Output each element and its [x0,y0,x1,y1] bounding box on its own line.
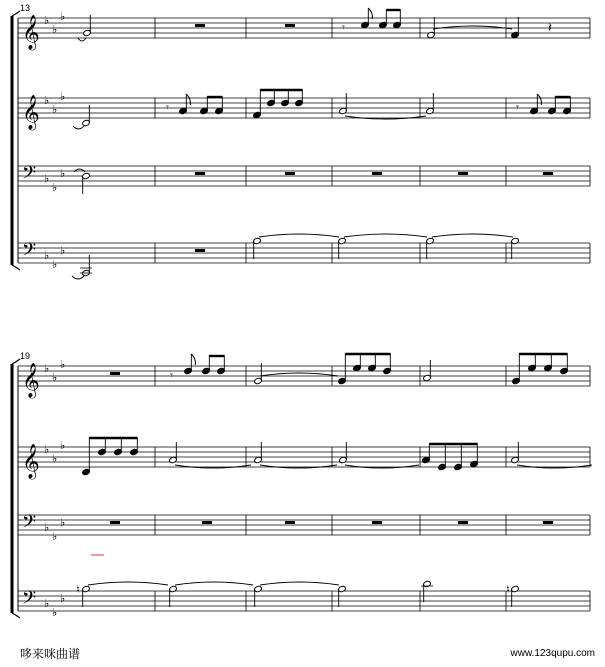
tie [259,234,339,237]
flat-sign: ♭ [60,439,66,452]
flat-sign: ♭ [60,10,66,23]
bass-clef-icon: 𝄢 [22,163,37,188]
flat-sign: ♭ [52,181,58,194]
flat-sign: ♭ [60,244,66,257]
bass-clef-icon: 𝄢 [22,588,37,613]
flat-sign: ♭ [44,94,50,107]
flat-sign: ♭ [60,90,66,103]
measure-rest [285,172,295,175]
measure-rest [285,24,295,27]
tie [78,38,86,41]
flat-sign: ♭ [60,358,66,371]
measure-number-13: 13 [20,3,31,13]
measure-rest [195,24,205,27]
tie [345,465,419,468]
tie [72,276,84,279]
quarter-rest: 𝄽 [548,21,552,36]
measure-rest [195,249,205,252]
measure-rest [372,172,382,175]
treble-clef-icon: 𝄞 [22,95,40,130]
flat-sign: ♭ [44,597,50,610]
footer-site-name: 哆来咪曲谱 [20,647,81,661]
tie [88,582,168,585]
tie [433,26,512,29]
measure-rest [458,172,468,175]
measure-rest [458,521,468,524]
measure-rest [202,521,212,524]
treble-clef-icon: 𝄞 [22,363,40,398]
flat-sign: ♭ [52,23,58,36]
tie [175,582,253,585]
flat-sign: ♭ [52,371,58,384]
eighth-rest: 𝄾 [342,21,345,34]
tie [517,465,592,468]
measure-rest [543,521,553,524]
tie [344,234,427,237]
flat-sign: ♭ [52,530,58,543]
measure-rest [372,521,382,524]
flat-sign: ♭ [52,103,58,116]
treble-clef-icon: 𝄞 [22,444,40,479]
treble-clef-icon: 𝄞 [22,15,40,50]
measure-rest [285,521,295,524]
measure-number-19: 19 [20,351,31,361]
tie [345,116,426,119]
measure-rest [543,172,553,175]
bass-clef-icon: 𝄢 [22,240,37,265]
eighth-rest: 𝄾 [516,101,519,114]
measure-rest [110,521,120,524]
natural-sign: ♮ [76,583,80,596]
tie [260,373,338,376]
note-flag [191,354,195,365]
tie [74,169,85,172]
flat-sign: ♭ [44,172,50,185]
flat-sign: ♭ [44,362,50,375]
tie [260,465,337,468]
flat-sign: ♭ [44,14,50,27]
flat-sign: ♭ [44,249,50,262]
tie [175,465,251,468]
bracket-hook [12,359,20,364]
bracket-hook [12,265,20,270]
flat-sign: ♭ [52,258,58,271]
bracket-hook [12,613,20,618]
tie [73,126,84,129]
measure-rest [195,172,205,175]
bracket-hook [12,11,20,16]
flat-sign: ♭ [60,516,66,529]
eighth-rest: 𝄾 [170,369,173,382]
flat-sign: ♭ [60,167,66,180]
flat-sign: ♭ [44,521,50,534]
natural-sign: ♮ [506,583,510,596]
tie [260,582,339,585]
eighth-rest: 𝄾 [166,101,169,114]
flat-sign: ♭ [52,606,58,619]
measure-rest [110,372,120,375]
flat-sign: ♭ [44,443,50,456]
flat-sign: ♭ [52,452,58,465]
tie [432,234,513,237]
flat-sign: ♭ [60,592,66,605]
note-flag [368,8,372,19]
footer-url: www.123qupu.com [510,648,595,659]
bass-clef-icon: 𝄢 [22,512,37,537]
